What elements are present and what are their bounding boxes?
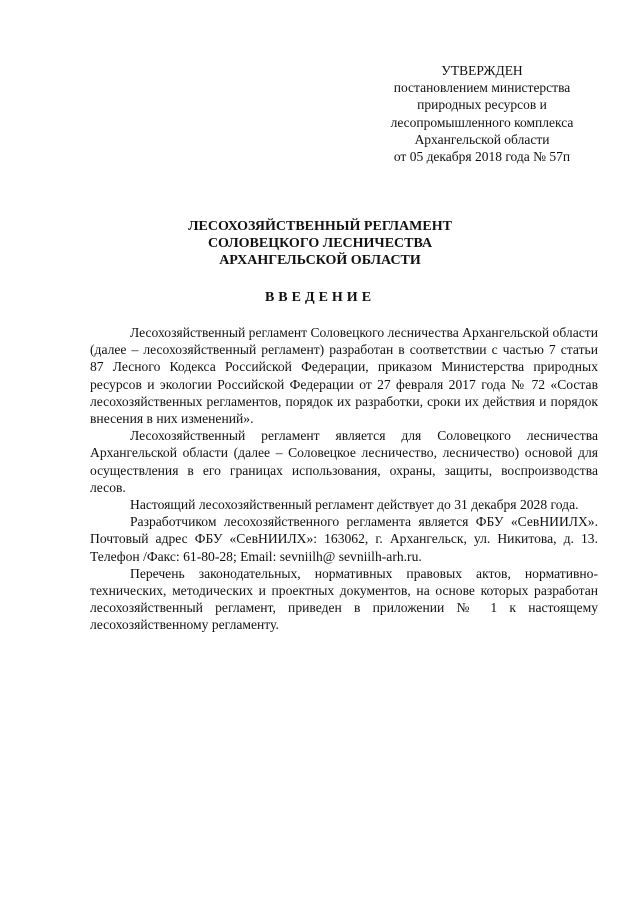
title-line: АРХАНГЕЛЬСКОЙ ОБЛАСТИ xyxy=(219,253,421,268)
approval-line: лесопромышленного комплекса xyxy=(390,114,574,130)
approval-line: природных ресурсов и xyxy=(417,97,547,113)
paragraph: Разработчиком лесохозяйственного регламента является ФБУ «СевНИИЛХ». Почтовый адрес ФБУ «СевНИИЛХ»: 163062, г. Архангельск, ул. Никитова, д. 13. Телефон /Факс: 61-80-28; Email: sevniilh@ sevniilh-arh.ru. xyxy=(90,514,598,564)
section-heading: ВВЕДЕНИЕ xyxy=(264,290,376,305)
approval-heading: УТВЕРЖДЕН xyxy=(441,63,523,78)
paragraph: Лесохозяйственный регламент Соловецкого лесничества Архангельской области (далее – лесохозяйственный регламент) разработан в соответствии с частью 7 статьи 87 Лесного Кодекса Российской Федерации, приказом Министерства природных ресурсов и экологии Российской Федерации от 27 февраля 2017 года № 72 «Состав лесохозяйственных регламентов, порядок их разработки, сроки их действия и порядок внесения в них изменений». xyxy=(90,325,598,427)
title-line: СОЛОВЕЦКОГО ЛЕСНИЧЕСТВА xyxy=(207,236,433,251)
approval-line: постановлением министерства xyxy=(393,80,571,96)
approval-stamp xyxy=(372,62,592,165)
paragraph: Перечень законодательных, нормативных правовых актов, нормативно-технических, методических и проектных документов, на основе которых разработан лесохозяйственный регламент, приведен в приложении № 1 к настоящему лесохозяйственному регламенту. xyxy=(90,565,598,633)
paragraph: Настоящий лесохозяйственный регламент действует до 31 декабря 2028 года. xyxy=(130,497,579,513)
document-body xyxy=(90,324,598,634)
title-line: ЛЕСОХОЗЯЙСТВЕННЫЙ РЕГЛАМЕНТ xyxy=(188,219,452,234)
paragraph: Лесохозяйственный регламент является для Соловецкого лесничества Архангельской области (далее – Соловецкое лесничество, лесничество) основой для осуществления в его границах использования, охраны, защиты, воспроизводства лесов. xyxy=(90,428,598,495)
approval-date-number: от 05 декабря 2018 года № 57п xyxy=(393,149,571,165)
document-title xyxy=(0,218,640,269)
approval-line: Архангельской области xyxy=(414,131,550,147)
